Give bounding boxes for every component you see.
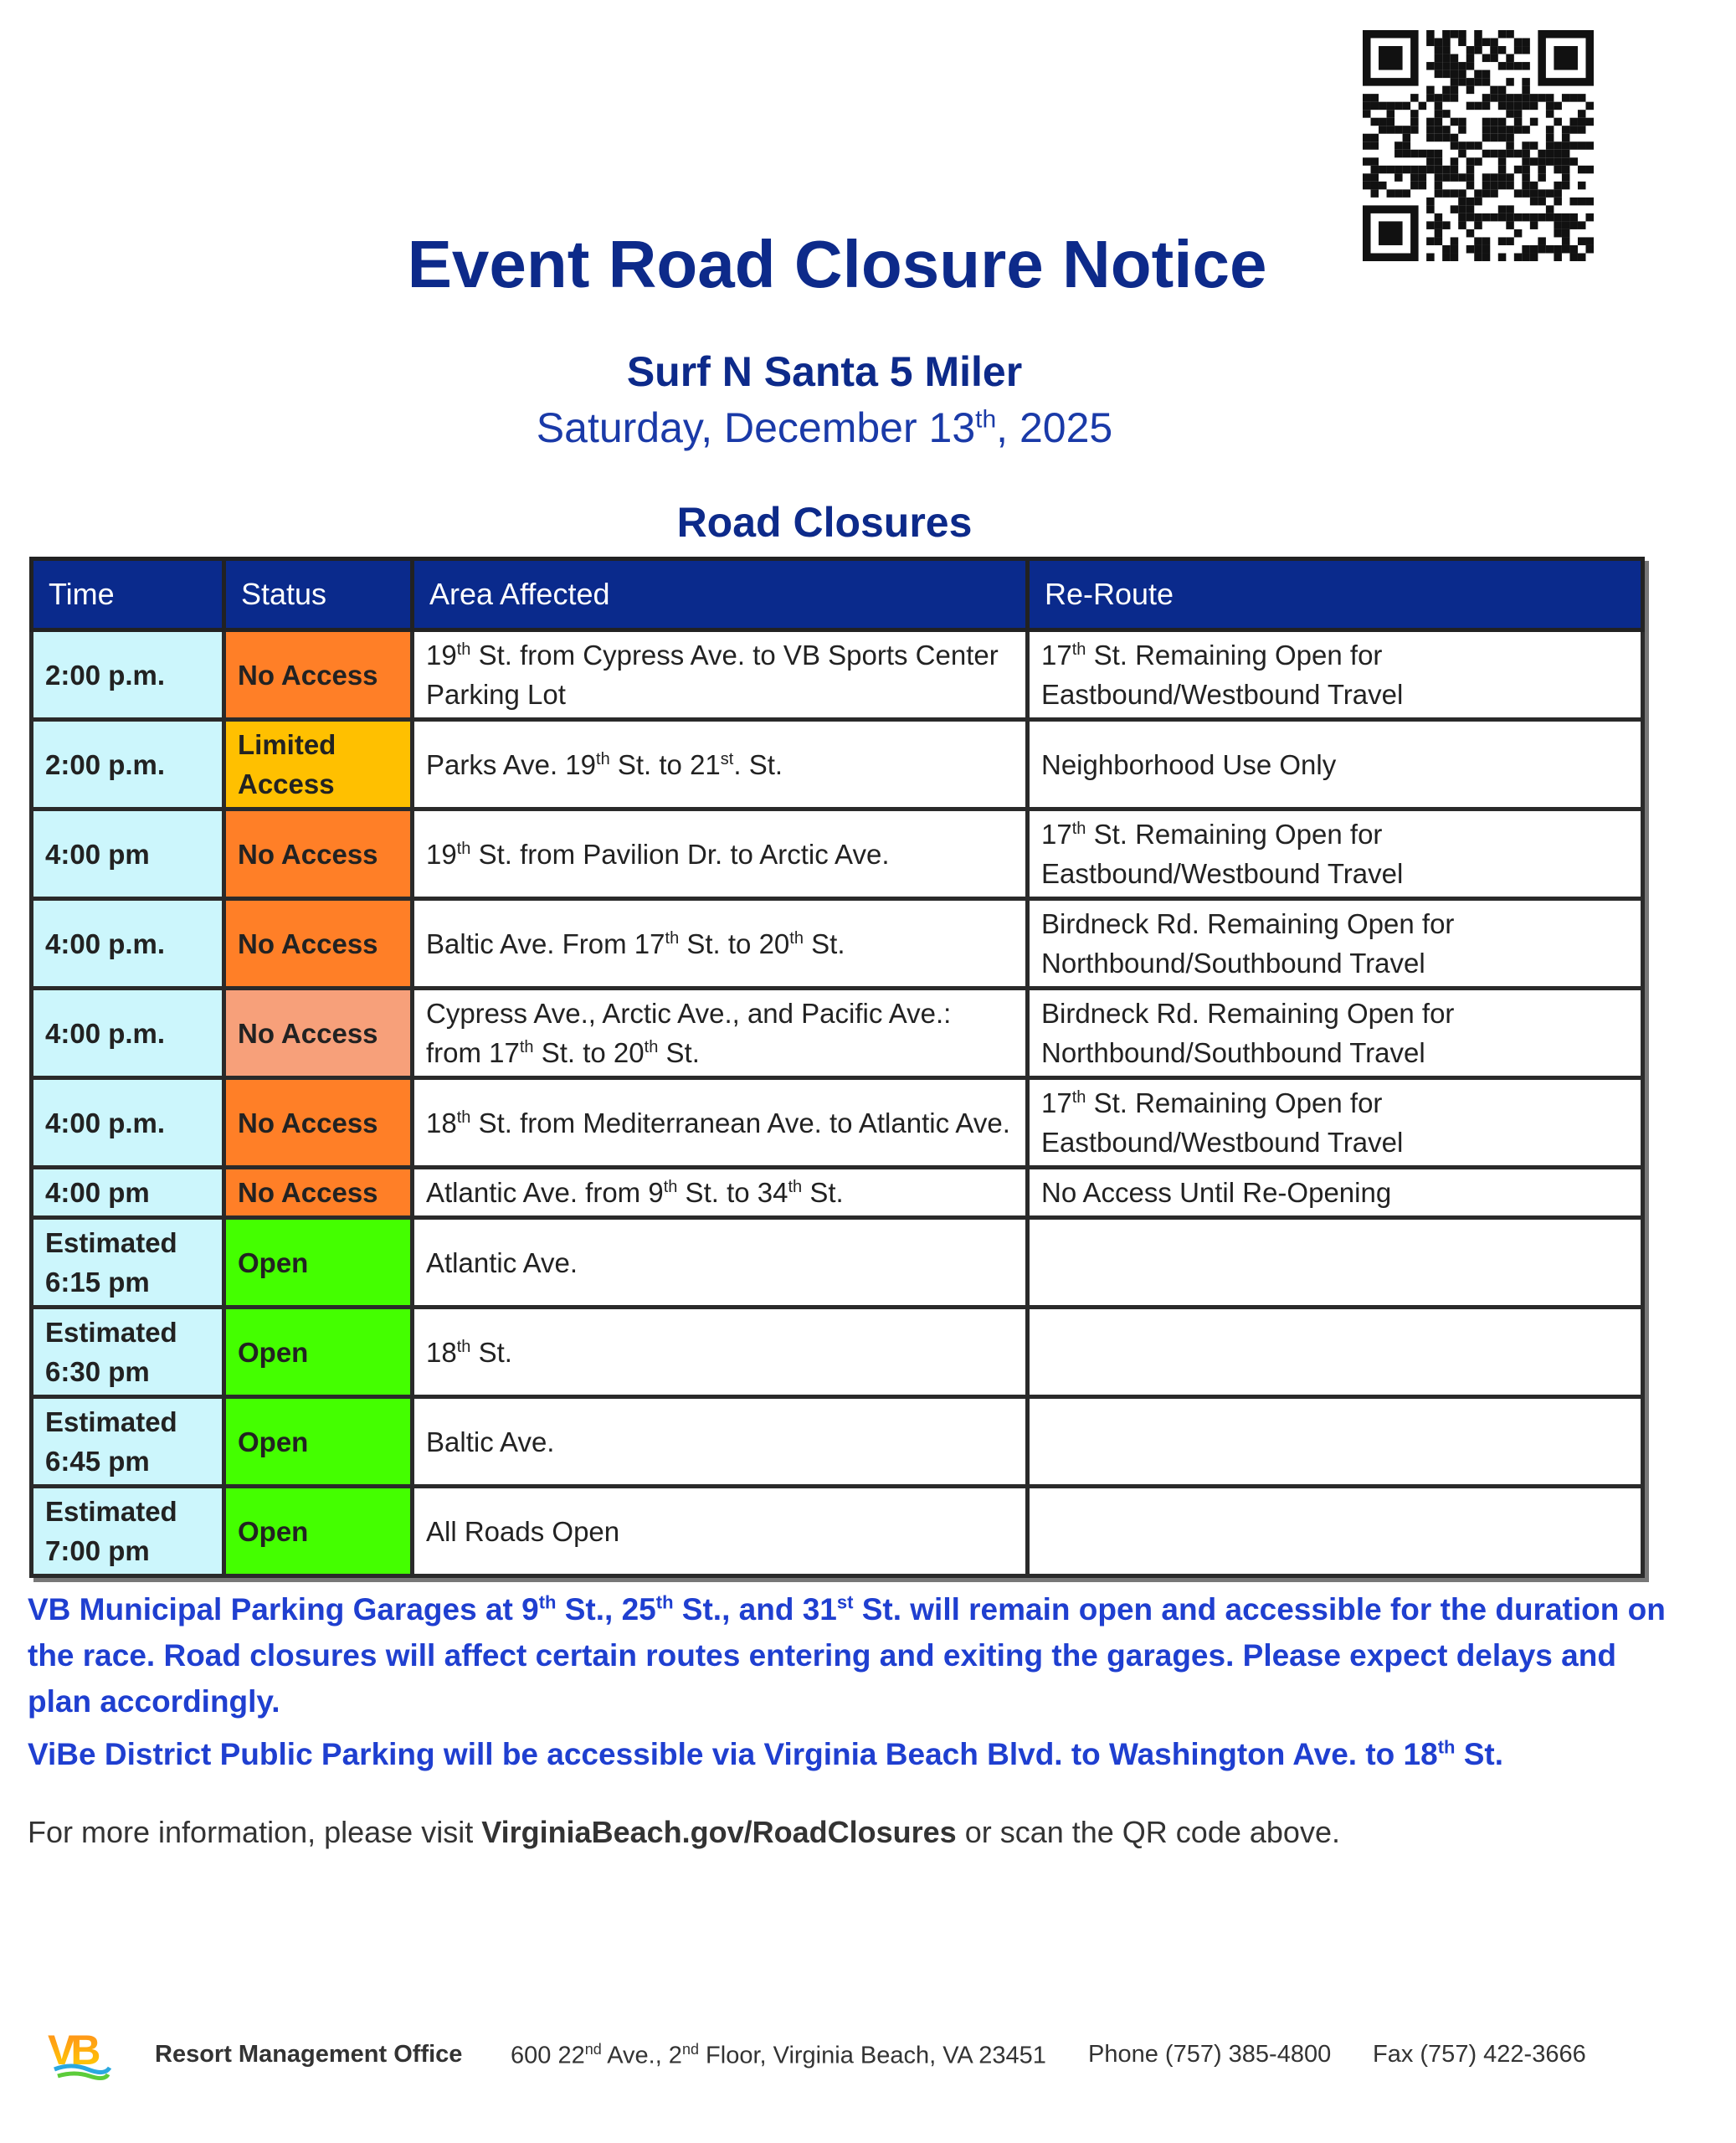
status-cell: No Access: [224, 1168, 413, 1218]
status-cell: No Access: [224, 1078, 413, 1168]
reroute-cell: Birdneck Rd. Remaining Open for Northbound/Southbound Travel: [1028, 899, 1643, 989]
time-cell: 2:00 p.m.: [32, 630, 224, 720]
superscript: th: [596, 749, 610, 768]
area-affected-cell: Parks Ave. 19th St. to 21st. St.: [413, 720, 1028, 809]
table-row: [32, 1168, 1643, 1218]
status-cell: No Access: [224, 899, 413, 989]
status-cell: Open: [224, 1487, 413, 1576]
table-row: [32, 1487, 1643, 1576]
table-row: [32, 630, 1643, 720]
status-cell: No Access: [224, 809, 413, 899]
superscript: st: [836, 1591, 854, 1613]
superscript: th: [1071, 1088, 1086, 1107]
area-affected-cell: 19th St. from Cypress Ave. to VB Sports Center Parking Lot: [413, 630, 1028, 720]
superscript: th: [788, 1178, 803, 1196]
superscript: th: [456, 640, 471, 659]
column-header-time: Time: [32, 559, 224, 630]
reroute-cell: 17th St. Remaining Open for Eastbound/Westbound Travel: [1028, 630, 1643, 720]
status-cell: Open: [224, 1308, 413, 1397]
reroute-cell: 17th St. Remaining Open for Eastbound/Westbound Travel: [1028, 809, 1643, 899]
reroute-cell: [1028, 1487, 1643, 1576]
reroute-cell: [1028, 1397, 1643, 1487]
area-affected-cell: Baltic Ave.: [413, 1397, 1028, 1487]
status-cell: Open: [224, 1218, 413, 1308]
office-name: Resort Management Office: [155, 2041, 463, 2068]
reroute-cell: No Access Until Re-Opening: [1028, 1168, 1643, 1218]
svg-text:VB: VB: [48, 2027, 96, 2074]
superscript: th: [1437, 1736, 1456, 1758]
reroute-cell: [1028, 1308, 1643, 1397]
table-row: [32, 720, 1643, 809]
superscript: th: [1071, 820, 1086, 838]
road-closures-table: [29, 557, 1645, 1578]
status-cell: No Access: [224, 630, 413, 720]
area-affected-cell: Atlantic Ave. from 9th St. to 34th St.: [413, 1168, 1028, 1218]
column-header-re-route: Re-Route: [1028, 559, 1643, 630]
area-affected-cell: 18th St.: [413, 1308, 1028, 1397]
status-cell: No Access: [224, 989, 413, 1078]
reroute-cell: 17th St. Remaining Open for Eastbound/Westbound Travel: [1028, 1078, 1643, 1168]
event-name: Surf N Santa 5 Miler: [626, 348, 1023, 395]
office-address: 600 22nd Ave., 2nd Floor, Virginia Beach, VA 23451: [511, 2041, 1046, 2069]
reroute-cell: Birdneck Rd. Remaining Open for Northbound/Southbound Travel: [1028, 989, 1643, 1078]
office-phone: Phone (757) 385-4800: [1088, 2041, 1332, 2068]
superscript: th: [655, 1591, 674, 1613]
table-row: [32, 809, 1643, 899]
time-cell: Estimated 6:15 pm: [32, 1218, 224, 1308]
vibe-parking-note: ViBe District Public Parking will be accessible via Virginia Beach Blvd. to Washington Ave. to 18th St.: [28, 1736, 1504, 1771]
area-affected-cell: All Roads Open: [413, 1487, 1028, 1576]
table-row: [32, 1218, 1643, 1308]
time-cell: 4:00 pm: [32, 809, 224, 899]
superscript: th: [975, 405, 997, 434]
time-cell: Estimated 6:45 pm: [32, 1397, 224, 1487]
superscript: th: [456, 839, 471, 858]
area-affected-cell: 18th St. from Mediterranean Ave. to Atlantic Ave.: [413, 1078, 1028, 1168]
superscript: th: [789, 928, 804, 948]
area-affected-cell: Cypress Ave., Arctic Ave., and Pacific Ave.: from 17th St. to 20th St.: [413, 989, 1028, 1078]
area-affected-cell: Atlantic Ave.: [413, 1218, 1028, 1308]
page-title: Event Road Closure Notice: [407, 227, 1267, 301]
superscript: th: [538, 1591, 557, 1613]
time-cell: 4:00 p.m.: [32, 989, 224, 1078]
table-row: [32, 989, 1643, 1078]
reroute-cell: [1028, 1218, 1643, 1308]
road-closures-link[interactable]: VirginiaBeach.gov/RoadClosures: [481, 1815, 957, 1849]
superscript: th: [1071, 640, 1086, 659]
status-cell: Open: [224, 1397, 413, 1487]
superscript: nd: [681, 2041, 699, 2058]
vb-logo: [46, 2026, 113, 2084]
status-cell: Limited Access: [224, 720, 413, 809]
reroute-cell: Neighborhood Use Only: [1028, 720, 1643, 809]
time-cell: 4:00 pm: [32, 1168, 224, 1218]
more-info-text: [28, 1815, 1340, 1850]
table-row: [32, 1397, 1643, 1487]
superscript: nd: [584, 2041, 602, 2058]
info-prefix: For more information, please visit: [28, 1815, 482, 1849]
time-cell: Estimated 7:00 pm: [32, 1487, 224, 1576]
info-suffix: or scan the QR code above.: [956, 1815, 1340, 1849]
time-cell: 4:00 p.m.: [32, 899, 224, 989]
superscript: th: [519, 1038, 534, 1056]
column-header-area-affected: Area Affected: [413, 559, 1028, 630]
parking-garages-note: VB Municipal Parking Garages at 9th St., 25th St., and 31st St. will remain open and accessible for the duration on the race. Road closures will affect certain routes entering and exiting the garages. Please expect delays and plan accordingly.: [28, 1591, 1666, 1719]
table-header-row: [32, 559, 1643, 630]
table-row: [32, 1078, 1643, 1168]
superscript: th: [663, 1178, 678, 1196]
column-header-status: Status: [224, 559, 413, 630]
superscript: th: [456, 1107, 471, 1127]
area-affected-cell: 19th St. from Pavilion Dr. to Arctic Ave.: [413, 809, 1028, 899]
superscript: th: [665, 928, 680, 948]
superscript: st: [720, 749, 734, 768]
superscript: th: [456, 1337, 471, 1356]
table-row: [32, 1308, 1643, 1397]
superscript: th: [644, 1038, 659, 1056]
time-cell: Estimated 6:30 pm: [32, 1308, 224, 1397]
time-cell: 2:00 p.m.: [32, 720, 224, 809]
area-affected-cell: Baltic Ave. From 17th St. to 20th St.: [413, 899, 1028, 989]
office-fax: Fax (757) 422-3666: [1373, 2041, 1586, 2068]
time-cell: 4:00 p.m.: [32, 1078, 224, 1168]
event-date: Saturday, December 13th, 2025: [536, 404, 1113, 451]
table-row: [32, 899, 1643, 989]
footer: [46, 2026, 1636, 2084]
section-title: Road Closures: [676, 499, 973, 546]
